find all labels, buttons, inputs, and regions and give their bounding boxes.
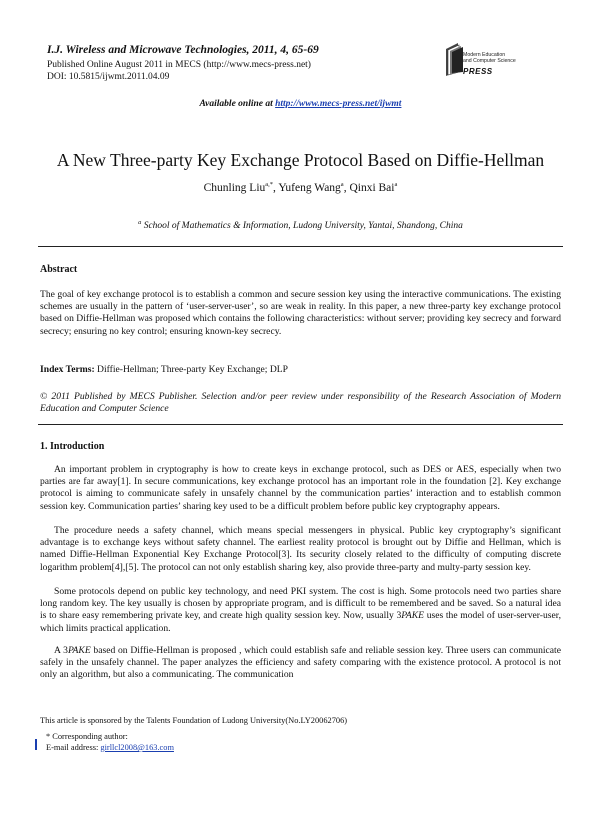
divider bbox=[38, 424, 563, 425]
logo-line-1: Modern Education bbox=[463, 52, 506, 58]
intro-paragraph-2: The procedure needs a safety channel, which means special messengers in physical. Public key cryptography’s significant advantage is to exchange keys without safety channel. The earliest reality protocol is brought out by Diffie and Hellman, which is named Diffie-Hellman Exponential Key Exchange Protocol[3]. Its security closely related to the difficulty of computing discrete logarithm problem[4],[5]. The protocol can not only establish sharing key, also provide three-party and multy-party session key. bbox=[40, 525, 561, 573]
footnote-email: E-mail address: girllcl2008@163.com bbox=[46, 743, 174, 752]
doi-line: DOI: 10.5815/ijwmt.2011.04.09 bbox=[47, 72, 170, 82]
journal-title: I.J. Wireless and Microwave Technologies, 2011, 4, 65-69 bbox=[47, 44, 319, 56]
author-name: Qinxi Bai bbox=[349, 181, 395, 194]
author-list: Chunling Liu$^{a,*}$, Yufeng Wang$^a$, Qinxi Bai$^a$ bbox=[203, 181, 398, 194]
journal-link[interactable]: http://www.mecs-press.net/ijwmt bbox=[275, 99, 402, 109]
abstract-text: The goal of key exchange protocol is to establish a common and secure session key using the interactive communications. The existing schemes are usually in the pattern of ‘user-server-user’, so are weak in reality. In this paper, a new three-party key exchange protocol based on Diffie-Hellman was proposed which contains the following characteristics: without server; providing key secrecy and forward secrecy; ensuring no key control; ensuring known-key secrecy. bbox=[40, 289, 561, 337]
logo-line-2: and Computer Science bbox=[463, 57, 516, 64]
affiliation: $^a$ School of Mathematics & Information, Ludong University, Yantai, Shandong, China bbox=[138, 219, 463, 232]
available-online: Available online at http://www.mecs-press.net/ijwmt bbox=[199, 99, 402, 109]
change-bar bbox=[35, 739, 37, 750]
abstract-heading: Abstract bbox=[40, 264, 78, 275]
intro-paragraph-4: A 3PAKE based on Diffie-Hellman is proposed , which could establish safe and reliable session key. Three users can communicate safely in the unsafely channel. The paper analyzes the efficiency and safety comparing with the existence protocol. A protocol is not only an algorithm, but also a communicating. The communication bbox=[40, 645, 561, 681]
intro-paragraph-3: Some protocols depend on public key technology, and need PKI system. The cost is high. Some protocols need two parties share long random key. The key usually is chosen by appropriate program, and is difficult to be remembered and be saved. So a natural idea is to share easy remembering private key, and create high quality session key. Now, usually 3PAKE uses the model of user-server-user, which limits practical application. bbox=[40, 586, 561, 634]
footnote-sponsor: This article is sponsored by the Talents Foundation of Ludong University(No.LY20062706) bbox=[40, 716, 348, 725]
index-terms: Index Terms: Diffie-Hellman; Three-party Key Exchange; DLP bbox=[40, 364, 288, 375]
logo-press: PRESS bbox=[463, 67, 493, 76]
divider bbox=[38, 246, 563, 247]
intro-paragraph-1: An important problem in cryptography is how to create keys in exchange protocol, such as DES or AES, especially when two parties are far away[1]. In secure communications, key exchange protocol has an important role in the foundation [2]. Key exchange protocol is aiming to communicate safely in unsafely channel by the communication parties’ interaction and to establish common session key. Communication parties’ sharing key used to be a difficult problem before public key cryptography appears. bbox=[40, 464, 561, 512]
paper-title: A New Three-party Key Exchange Protocol Based on Diffie-Hellman bbox=[56, 150, 545, 170]
email-link[interactable]: girllcl2008@163.com bbox=[100, 743, 174, 752]
footnote-corresponding: * Corresponding author: bbox=[46, 732, 128, 741]
publisher-logo bbox=[444, 41, 524, 85]
section-heading: 1. Introduction bbox=[40, 441, 105, 452]
author-name: Yufeng Wang bbox=[278, 181, 341, 194]
published-line: Published Online August 2011 in MECS (http://www.mecs-press.net) bbox=[47, 60, 311, 70]
copyright-notice: © 2011 Published by MECS Publisher. Selection and/or peer review under responsibility of the Research Association of Modern Education and Computer Science bbox=[40, 391, 561, 415]
author-name: Chunling Liu bbox=[203, 181, 266, 194]
